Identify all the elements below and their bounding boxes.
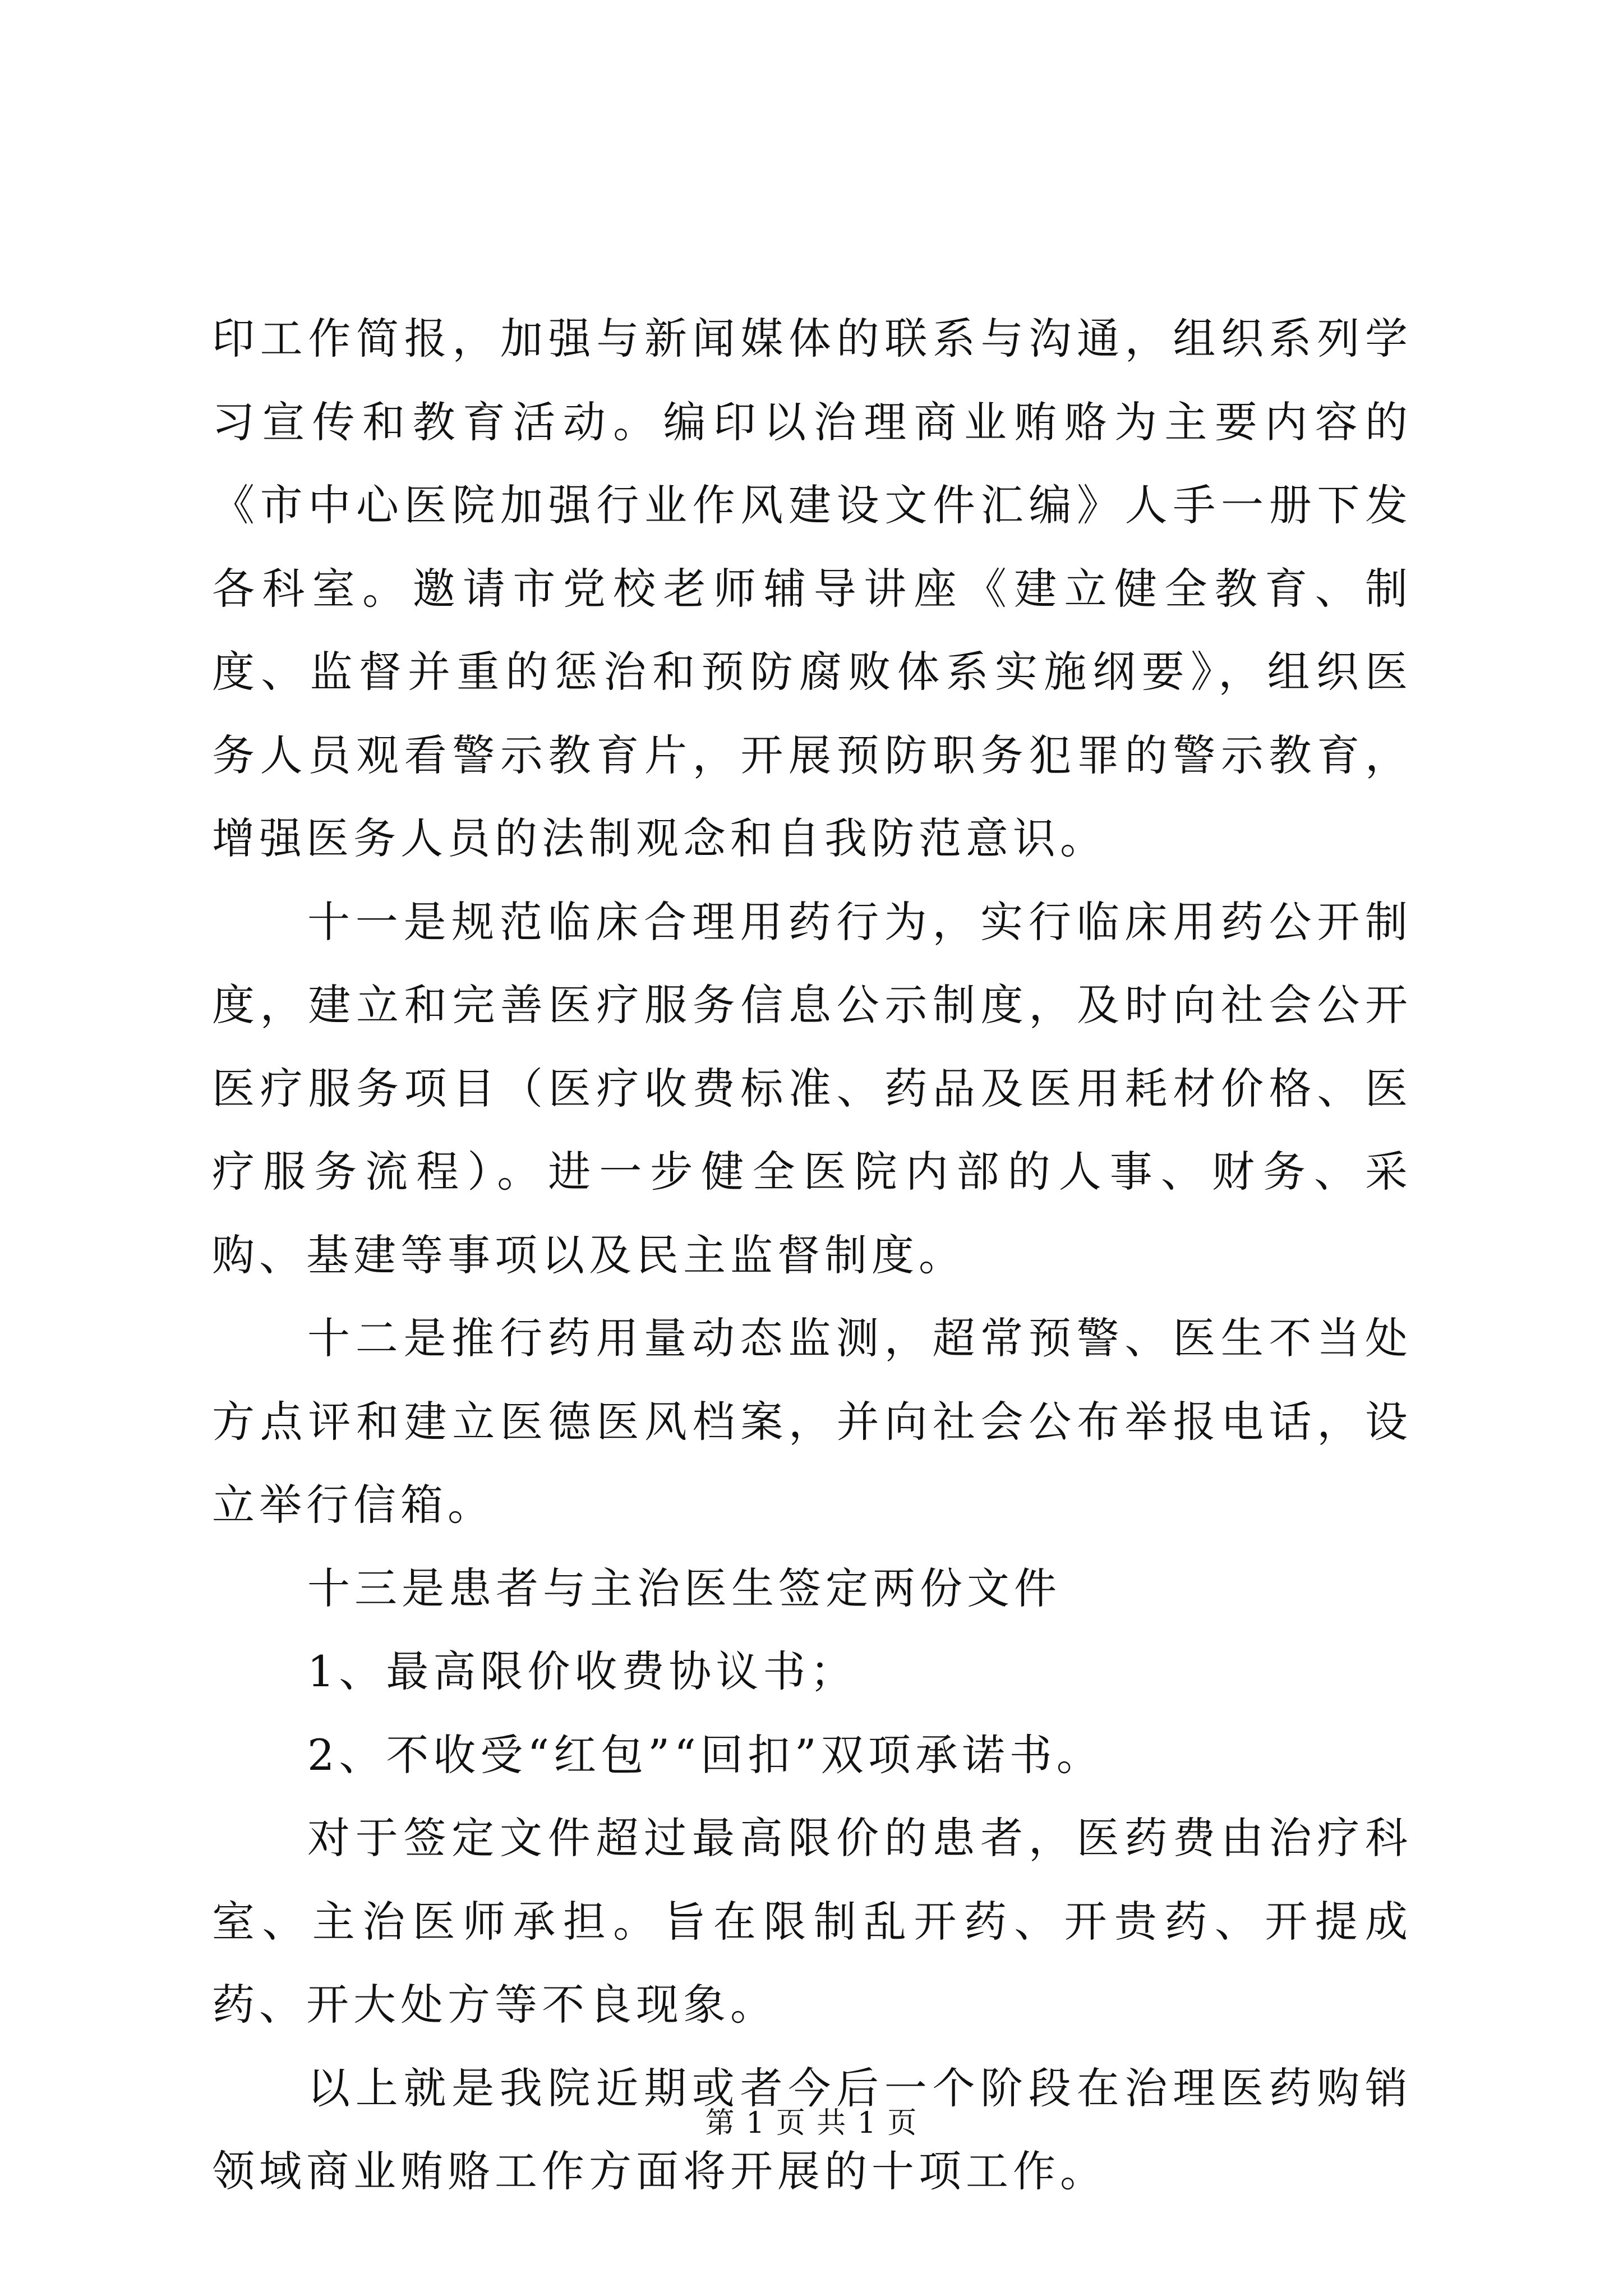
page-footer <box>0 2106 1623 2140</box>
list-item-2: 2、不收受“红包”“回扣”双项承诺书。 <box>307 1729 1104 1780</box>
document-body <box>212 297 1412 2214</box>
paragraph-limit-note: 对于签定文件超过最高限价的患者，医药费由治疗科室、主治医师承担。旨在限制乱开药、开贵药、开提成药、开大处方等不良现象。 <box>212 1813 1412 2030</box>
paragraph-item-11: 十一是规范临床合理用药行为，实行临床用药公开制度，建立和完善医疗服务信息公示制度，及时向社会公开医疗服务项目（医疗收费标准、药品及医用耗材价格、医疗服务流程）。进一步健全医院内部的人事、财务、采购、基建等事项以及民主监督制度。 <box>212 896 1412 1280</box>
page-number-label: 第 1 页 共 1 页 <box>705 2106 918 2140</box>
paragraph-summary: 以上就是我院近期或者今后一个阶段在治理医药购销领域商业贿赂工作方面将开展的十项工作。 <box>212 2063 1412 2196</box>
paragraph-item-13: 十三是患者与主治医生签定两份文件 <box>307 1563 1061 1613</box>
list-item-1: 1、最高限价收费协议书； <box>307 1646 857 1696</box>
paragraph-item-12: 十二是推行药用量动态监测，超常预警、医生不当处方点评和建立医德医风档案，并向社会公布举报电话，设立举行信箱。 <box>212 1313 1412 1530</box>
paragraph-continuation: 印工作简报，加强与新闻媒体的联系与沟通，组织系列学习宣传和教育活动。编印以治理商业贿赂为主要内容的《市中心医院加强行业作风建设文件汇编》人手一册下发各科室。邀请市党校老师辅导讲座《建立健全教育、制度、监督并重的惩治和预防腐败体系实施纲要》，组织医务人员观看警示教育片，开展预防职务犯罪的警示教育，增强医务人员的法制观念和自我防范意识。 <box>212 314 1412 863</box>
